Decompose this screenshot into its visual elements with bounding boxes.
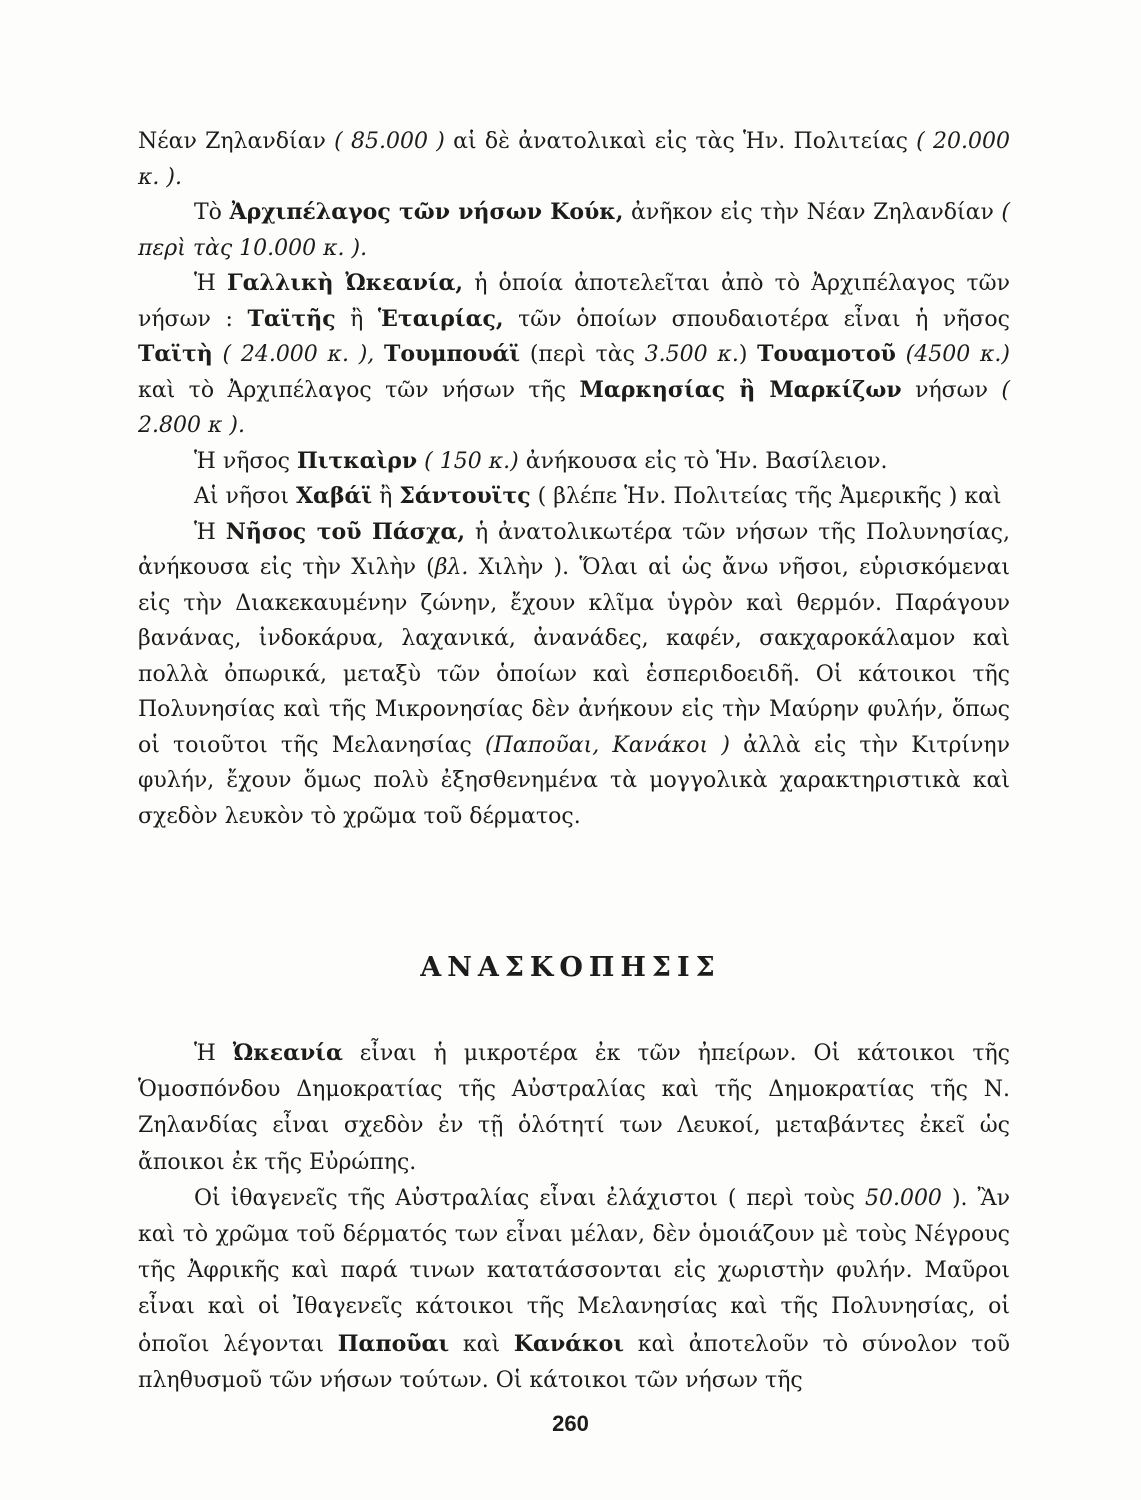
text-run: τῶν ὁποίων σπουδαιοτέρα εἶναι ἡ νῆσος — [503, 306, 1010, 332]
text-run: Οἱ ἰθαγενεῖς τῆς Αὐστραλίας εἶναι ἐλάχιστοι ( περὶ τοὺς — [194, 1185, 865, 1211]
text-run: καὶ τὸ Ἀρχιπέλαγος τῶν νήσων τῆς — [138, 377, 580, 403]
text-run: ( 85.000 ) — [334, 129, 445, 154]
text-run: ἀνῆκον εἰς τὴν Νέαν Ζηλανδίαν — [623, 200, 1002, 225]
text-run: (4500 κ.) — [905, 342, 1010, 367]
text-run: Ἀρχιπέλαγος τῶν νήσων Κούκ, — [229, 199, 624, 225]
paragraph — [138, 124, 1010, 195]
text-run: ( 20.000 κ. ). — [138, 129, 1011, 190]
text-run: Ἡ νῆσος — [194, 448, 297, 474]
text-run: Τουαμοτοῦ — [757, 341, 896, 367]
text-run — [374, 342, 384, 367]
text-run: ἀνήκουσα εἰς τὸ Ἡν. Βασίλειον. — [518, 448, 888, 474]
text-run: βλ. — [434, 555, 469, 580]
text-run: Αἱ νῆσοι — [194, 484, 296, 509]
text-run: Χαβάϊ — [295, 483, 373, 509]
body-text-lower — [138, 1035, 1010, 1399]
text-run: ( βλέπε Ἡν. Πολιτείας τῆς Ἀμερικῆς ) καὶ — [530, 484, 1002, 509]
text-run: (περὶ τὰς — [520, 342, 645, 367]
text-run: ἡ ἀνατολικωτέρα τῶν νήσων τῆς Πολυνησίας, ἀνήκουσα εἰς τὴν Χιλὴν ( — [138, 519, 1010, 580]
text-run: Μαρκησίας ἢ Μαρκίζων — [579, 376, 902, 403]
text-run: Ἑταιρίας, — [377, 305, 504, 332]
text-run: ( 2.800 κ ). — [138, 377, 1010, 438]
text-run: (Παποῦαι, Κανάκοι ) — [485, 732, 730, 758]
text-run: Ἡ — [194, 1041, 233, 1066]
text-run: Χιλὴν ). Ὅλαι αἱ ὡς ἄνω νῆσοι, εὑρισκόμεναι εἰς τὴν Διακεκαυμένην ζώνην, ἔχουν κλῖμα ὑγρὸν καὶ θερμόν. Παράγουν βανάνας, ἰνδοκάρυα, λαχανικά, ἀνανάδες, καφέν, σακχαροκάλαμον καὶ πολλὰ ὀπωρικά, μεταξὺ τῶν ὁποίων καὶ ἑσπεριδοειδῆ. Οἱ κάτοικοι τῆς Πολυνησίας καὶ τῆς Μικρονησίας δὲν ἀνήκουν εἰς τὴν Μαύρην φυλήν, ὅπως οἱ τοιοῦτοι τῆς Μελανησίας — [138, 555, 1010, 758]
text-run: ). Ἂν καὶ τὸ χρῶμα τοῦ δέρματός των εἶναι μέλαν, δὲν ὁμοιάζουν μὲ τοὺς Νέγρους τῆς Ἀφρικῆς καὶ παρά τινων κατατάσσονται εἰς χωριστὴν φυλήν. Μαῦροι εἶναι καὶ οἱ Ἰθαγενεῖς κάτοικοι τῆς Μελανησίας καὶ τῆς Πολυνησίας, οἱ ὁποῖοι λέγονται — [138, 1185, 1011, 1357]
text-run: εἶναι ἡ μικροτέρα ἐκ τῶν ἠπείρων. Οἱ κάτοικοι τῆς Ὁμοσπόνδου Δημοκρατίας τῆς Αὐστραλίας καὶ τῆς Δημοκρατίας τῆς Ν. Ζηλανδίας εἶναι σχεδὸν ἐν τῇ ὁλότητί των Λευκοί, μεταβάντες ἐκεῖ ὡς ἄποικοι ἐκ τῆς Εὐρώπης. — [138, 1041, 1010, 1175]
paragraph — [138, 266, 1010, 444]
text-run: καὶ — [449, 1331, 514, 1357]
text-run — [213, 342, 223, 367]
paragraph — [138, 1035, 1010, 1181]
text-run: νήσων — [901, 377, 1002, 403]
text-run: 3.500 κ. — [644, 342, 739, 367]
text-run: Νῆσος τοῦ Πάσχα, — [225, 518, 466, 545]
text-run: Ἡ — [194, 519, 226, 545]
paragraph — [138, 479, 1010, 515]
text-run: ἡ ὁποία ἀποτελεῖται ἀπὸ τὸ Ἀρχιπέλαγος τῶν νήσων : — [138, 271, 1010, 332]
text-run: καὶ ἀποτελοῦν τὸ σύνολον τοῦ πληθυσμοῦ τῶν νήσων τούτων. Οἱ κάτοικοι τῶν νήσων τῆς — [138, 1331, 1010, 1393]
text-run: 50.000 — [864, 1185, 942, 1211]
text-run: ἢ — [372, 484, 400, 509]
text-run: Σάντουϊτς — [399, 483, 531, 509]
text-run: Κανάκοι — [513, 1330, 624, 1357]
text-run: ἀλλὰ εἰς τὴν Κιτρίνην φυλήν, ἔχουν ὅμως πολὺ ἐξησθενημένα τὰ μογγολικὰ χαρακτηριστικὰ καὶ σχεδὸν λευκὸν τὸ χρῶμα τοῦ δέρματος. — [138, 732, 1010, 829]
text-run: ( 24.000 κ. ), — [222, 342, 375, 367]
text-run: ἢ — [335, 306, 378, 332]
text-run: αἱ δὲ ἀνατολικαὶ εἰς τὰς Ἡν. Πολιτείας — [444, 129, 917, 154]
paragraph — [138, 195, 1010, 266]
text-run: Νέαν Ζηλανδίαν — [138, 129, 335, 154]
text-run: ) — [738, 342, 758, 367]
text-run: Ταϊτὴ — [138, 341, 213, 367]
page-number: 260 — [552, 1411, 589, 1436]
text-run: Γαλλικὴ Ὠκεανία, — [226, 270, 464, 296]
paragraph — [138, 1181, 1010, 1399]
text-run: Τουμπουάϊ — [384, 341, 521, 367]
text-run: Παποῦαι — [337, 1330, 450, 1357]
text-run: Τὸ — [194, 200, 230, 225]
section-heading: ΑΝΑΣΚΟΠΗΣΙΣ — [420, 952, 721, 983]
text-run: ( περὶ τὰς 10.000 κ. ). — [138, 200, 1010, 261]
text-run: Ὠκεανία — [232, 1040, 343, 1066]
text-run: Πιτκαὶρν — [296, 447, 418, 474]
paragraph — [138, 515, 1010, 835]
text-run — [896, 342, 906, 367]
text-run: ( 150 κ.) — [424, 448, 519, 474]
paragraph — [138, 444, 1010, 480]
body-text-upper — [138, 124, 1010, 834]
text-run: Ταϊτῆς — [247, 305, 336, 332]
text-run: Ἡ — [194, 271, 227, 296]
